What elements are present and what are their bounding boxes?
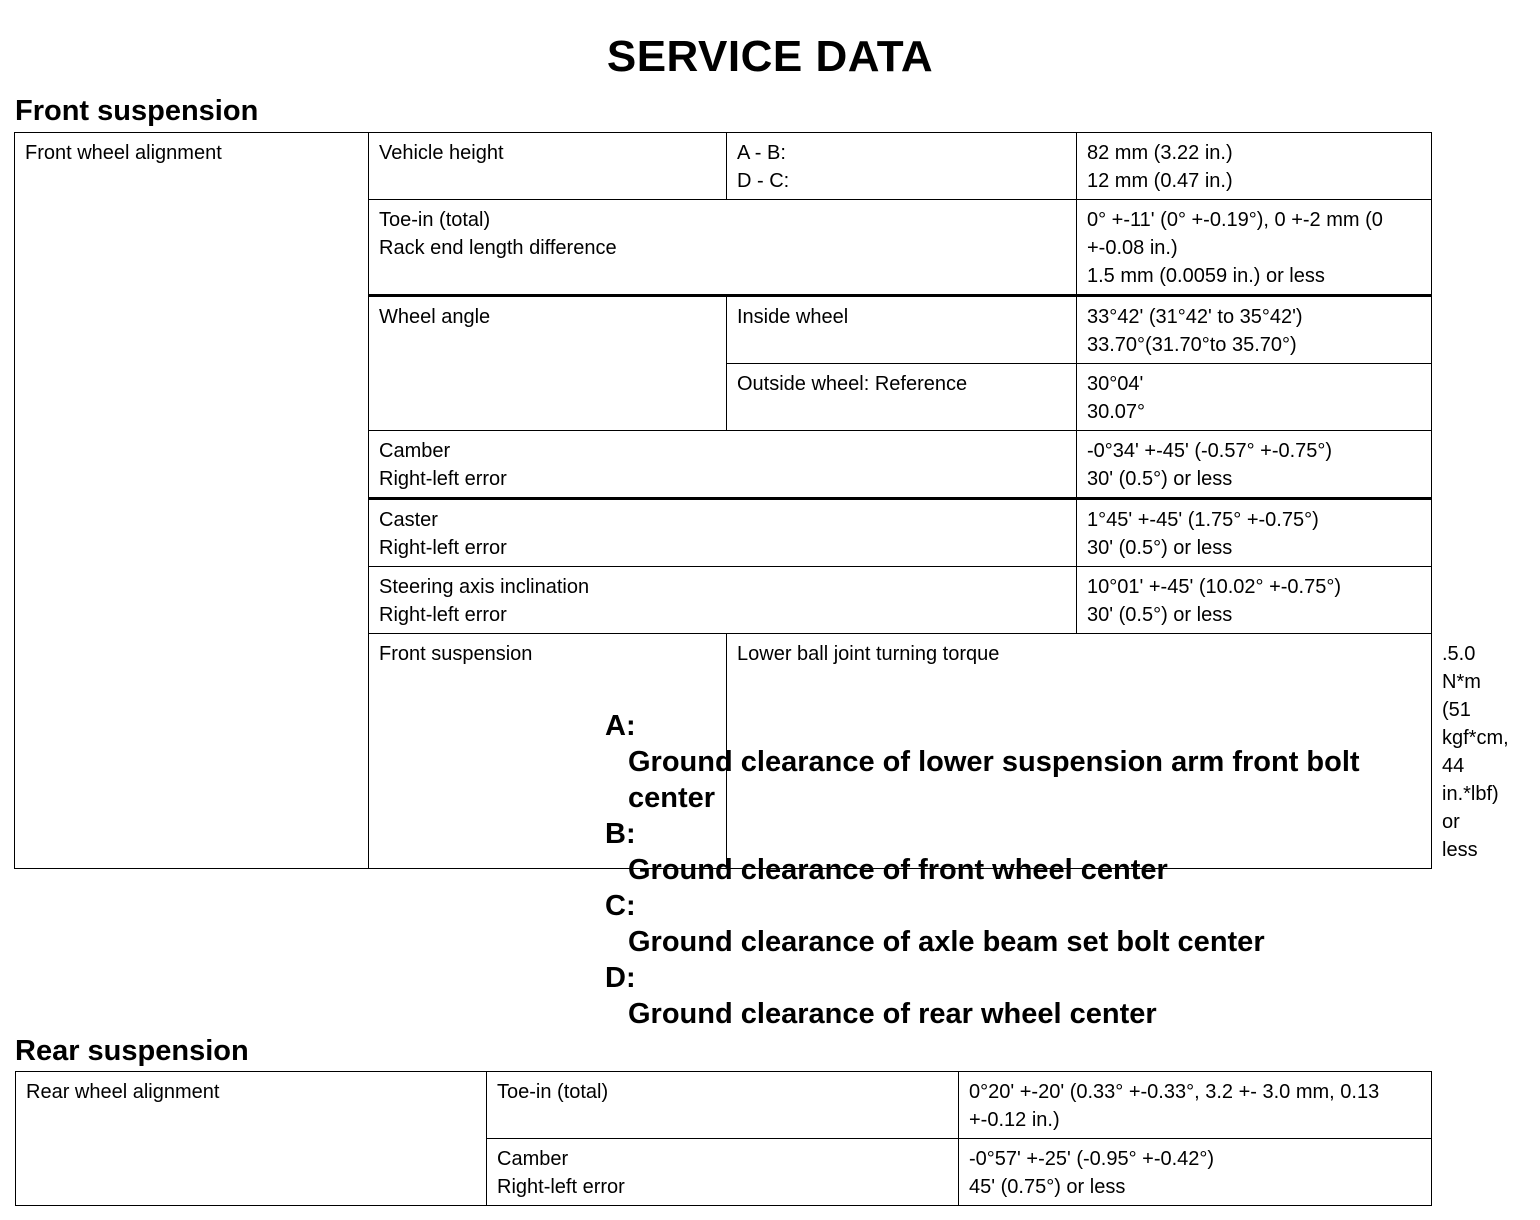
camber-error-value: 30' (0.5°) or less: [1087, 468, 1233, 490]
vehicle-height-keys-cell: [727, 133, 1077, 200]
outside-wheel-values-cell: [1077, 364, 1432, 431]
page-title: SERVICE DATA: [606, 32, 934, 81]
rack-end-value: 1.5 mm (0.0059 in.) or less: [1087, 265, 1325, 287]
rear-suspension-heading: Rear suspension: [15, 1035, 249, 1067]
camber-values-cell: [1077, 431, 1432, 499]
legend-text-c: Ground clearance of axle beam set bolt center: [628, 926, 1265, 958]
rear-camber-error-value: 45' (0.75°) or less: [969, 1176, 1126, 1198]
inside-wheel-value-deg: 33°42' (31°42' to 35°42'): [1087, 306, 1303, 328]
outside-wheel-label: Outside wheel: Reference: [737, 373, 968, 395]
outside-wheel-cell: [727, 364, 1077, 431]
toe-in-value: 0° +-11' (0° +-0.19°), 0 +-2 mm (0 +-0.08 in.): [1087, 209, 1383, 259]
rear-suspension-table: [15, 1071, 1432, 1206]
camber-value: -0°34' +-45' (-0.57° +-0.75°): [1087, 440, 1333, 462]
inside-wheel-values-cell: [1077, 296, 1432, 364]
rack-end-label: Rack end length difference: [379, 237, 617, 259]
vehicle-height-cell: [369, 133, 727, 200]
camber-error-label: Right-left error: [379, 468, 507, 490]
caster-error-label: Right-left error: [379, 537, 507, 559]
outside-wheel-value-decimal: 30.07°: [1087, 401, 1146, 423]
rear-camber-label: Camber: [497, 1148, 569, 1170]
rear-camber-value: -0°57' +-25' (-0.95° +-0.42°): [969, 1148, 1215, 1170]
table-row: [15, 133, 1432, 200]
rear-toe-in-cell: [487, 1072, 959, 1139]
inside-wheel-label: Inside wheel: [737, 306, 849, 328]
legend-key-d: D:: [605, 962, 636, 994]
legend-text-b: Ground clearance of front wheel center: [628, 854, 1168, 886]
rear-wheel-alignment-cell: [16, 1072, 487, 1206]
vehicle-height-values-cell: [1077, 133, 1432, 200]
wheel-angle-label: Wheel angle: [379, 306, 491, 328]
inside-wheel-value-decimal: 33.70°(31.70°to 35.70°): [1087, 334, 1297, 356]
rear-wheel-alignment-label: Rear wheel alignment: [26, 1081, 220, 1103]
wheel-angle-cell: [369, 296, 727, 431]
legend-key-b: B:: [605, 818, 636, 850]
camber-label: Camber: [379, 440, 451, 462]
caster-value: 1°45' +-45' (1.75° +-0.75°): [1087, 509, 1319, 531]
vehicle-height-value-ab: 82 mm (3.22 in.): [1087, 142, 1233, 164]
steering-label: Steering axis inclination: [379, 576, 590, 598]
toe-in-label: Toe-in (total): [379, 209, 491, 231]
front-wheel-alignment-label: Front wheel alignment: [25, 142, 222, 164]
steering-value: 10°01' +-45' (10.02° +-0.75°): [1087, 576, 1342, 598]
toe-in-values-cell: [1077, 200, 1432, 296]
rear-camber-cell: [487, 1139, 959, 1206]
vehicle-height-label: Vehicle height: [379, 142, 504, 164]
front-suspension-heading: Front suspension: [15, 95, 259, 127]
camber-cell: [369, 431, 1077, 499]
caster-cell: [369, 499, 1077, 567]
steering-error-value: 30' (0.5°) or less: [1087, 604, 1233, 626]
rear-toe-in-label: Toe-in (total): [497, 1081, 609, 1103]
rear-toe-in-value: 0°20' +-20' (0.33° +-0.33°, 3.2 +- 3.0 mm, 0.13 +-0.12 in.): [969, 1081, 1380, 1131]
front-wheel-alignment-cell: [15, 133, 369, 869]
legend-text-d: Ground clearance of rear wheel center: [628, 998, 1157, 1030]
table-row: Front suspension Lower ball joint turning torque .5.0 N*m (51 kgf*cm, 44 in.*lbf) or less: [15, 634, 1432, 869]
legend-text-a: Ground clearance of lower suspension arm front bolt center: [628, 746, 1360, 814]
vehicle-height-key-ab: A - B:: [737, 142, 786, 164]
outside-wheel-value-deg: 30°04': [1087, 373, 1144, 395]
legend-key-c: C:: [605, 890, 636, 922]
ball-joint-label: Lower ball joint turning torque: [737, 643, 1000, 665]
rear-camber-error-label: Right-left error: [497, 1176, 625, 1198]
caster-values-cell: [1077, 499, 1432, 567]
legend: [605, 708, 1425, 1032]
toe-in-cell: [369, 200, 1077, 296]
caster-error-value: 30' (0.5°) or less: [1087, 537, 1233, 559]
front-suspension-label: Front suspension: [379, 643, 533, 665]
legend-key-a: A:: [605, 710, 636, 742]
steering-cell: [369, 567, 1077, 634]
table-row: [16, 1072, 1432, 1139]
rear-toe-in-value-cell: [959, 1072, 1432, 1139]
caster-label: Caster: [379, 509, 438, 531]
inside-wheel-cell: [727, 296, 1077, 364]
vehicle-height-key-dc: D - C:: [737, 170, 790, 192]
vehicle-height-value-dc: 12 mm (0.47 in.): [1087, 170, 1233, 192]
rear-camber-values-cell: [959, 1139, 1432, 1206]
steering-error-label: Right-left error: [379, 604, 507, 626]
steering-values-cell: [1077, 567, 1432, 634]
